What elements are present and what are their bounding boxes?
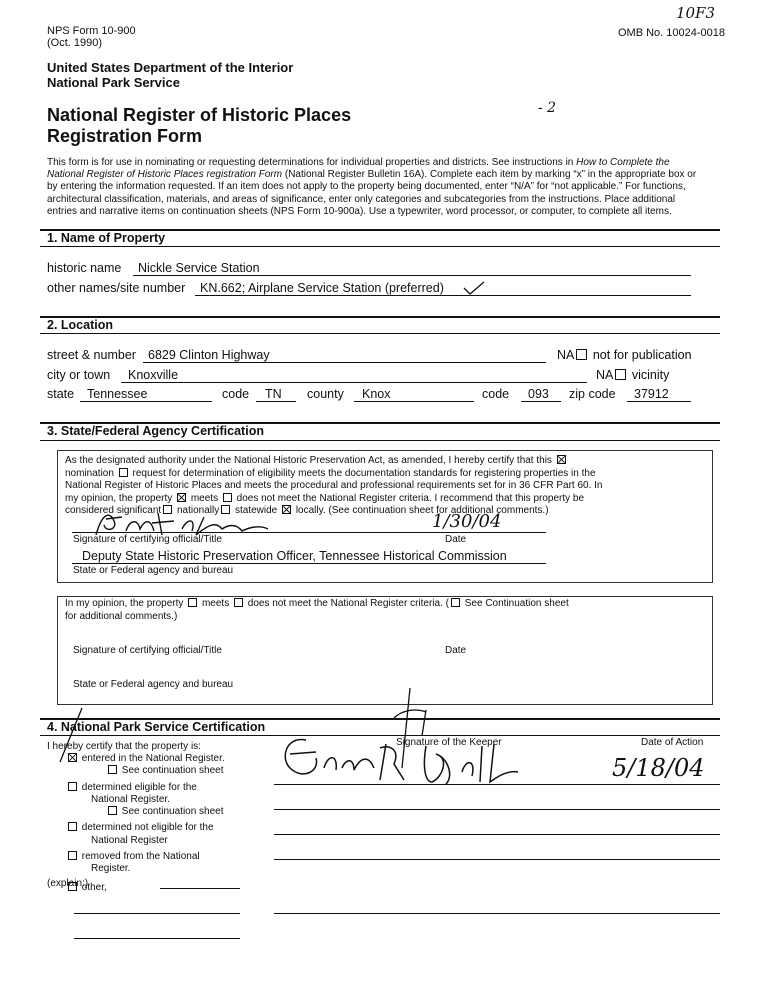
city-value[interactable]: Knoxville xyxy=(128,368,179,382)
checkbox-checked-icon[interactable] xyxy=(177,493,186,502)
zip-label: zip code xyxy=(569,387,616,401)
field-line xyxy=(72,563,546,564)
checkbox-icon[interactable] xyxy=(234,598,243,607)
checkbox-icon[interactable] xyxy=(221,505,230,514)
section-underline xyxy=(40,735,720,736)
field-line xyxy=(256,401,296,402)
agency-label: State or Federal agency and bureau xyxy=(73,679,234,690)
section-underline xyxy=(40,440,720,441)
explain-line xyxy=(274,913,720,914)
field-line xyxy=(133,275,691,276)
state-code-label: code xyxy=(222,387,250,401)
field-line xyxy=(80,401,212,402)
federal-comment-text: In my opinion, the property meets does not meet the National Register criteria. ( See Continuation sheet for additional comments.) xyxy=(65,598,569,622)
zip-value[interactable]: 37912 xyxy=(634,387,669,401)
date-label: Date xyxy=(445,534,467,545)
handwritten-page-note: 10F3 xyxy=(676,4,716,22)
state-label: state xyxy=(47,387,75,401)
section-underline xyxy=(40,333,720,334)
explain-line xyxy=(74,913,240,914)
county-value[interactable]: Knox xyxy=(362,387,391,401)
section-underline xyxy=(40,246,720,247)
form-title-line2: Registration Form xyxy=(47,126,203,146)
checkbox-icon[interactable] xyxy=(163,505,172,514)
other-names-value[interactable]: KN.662; Airplane Service Station (preferred) xyxy=(200,281,444,295)
county-code-label: code xyxy=(482,387,510,401)
section4-heading: 4. National Park Service Certification xyxy=(47,720,266,734)
checkbox-icon xyxy=(615,369,626,380)
form-number: NPS Form 10-900 xyxy=(47,25,136,37)
city-label: city or town xyxy=(47,368,111,382)
signature-line xyxy=(274,859,720,860)
checkbox-icon[interactable] xyxy=(68,782,77,791)
field-line xyxy=(143,362,546,363)
signature-line xyxy=(72,532,546,533)
not-for-publication[interactable]: NA not for publication xyxy=(557,348,692,362)
historic-name-value[interactable]: Nickle Service Station xyxy=(138,261,260,275)
explain-line xyxy=(74,938,240,939)
field-line xyxy=(354,401,474,402)
field-line xyxy=(121,382,587,383)
vicinity[interactable]: NA vicinity xyxy=(596,368,670,382)
signature-line xyxy=(274,834,720,835)
instructions-paragraph: This form is for use in nominating or requesting determinations for individual properties and districts. See instructions in How to Complete the National Register of Historic Places registration Form (National Register Bulletin 16A). Complete each item by marking “x” in the appropriate box or by entering the information requested. If an item does not apply to the property being documented, enter “N/A” for “not applicable.” For functions, architectural classification, materials, and areas of significance, enter only categories and subcategories from the instructions. Place additional entries and narrative items on continuation sheets (NPS Form 10-900a). Use a typewriter, word processor, or computer, to complete all items. xyxy=(47,157,697,217)
checkbox-icon[interactable] xyxy=(108,806,117,815)
department: United States Department of the Interior xyxy=(47,60,294,75)
official-title-value: Deputy State Historic Preservation Officer, Tennessee Historical Commission xyxy=(82,549,507,563)
section1-heading: 1. Name of Property xyxy=(47,231,166,245)
checkbox-checked-icon[interactable] xyxy=(557,455,566,464)
handwritten-mark: - 2 xyxy=(538,100,557,116)
signature-label: Signature of certifying official/Title xyxy=(73,645,222,656)
keeper-signature-label: Signature of the Keeper xyxy=(396,737,502,748)
state-code-value[interactable]: TN xyxy=(265,387,282,401)
street-label: street & number xyxy=(47,348,136,362)
form-date: (Oct. 1990) xyxy=(47,37,103,49)
state-certification-text: As the designated authority under the National Historic Preservation Act, as amended, I hereby certify that this nomination request for determination of eligibility meets the documentation standards for registering properties in the National Register of Historic Places and meets the procedural and professional requirements set for in 36 CFR Part 60. In my opinion, the property meets does not meet the National Register criteria. I recommend that this property be considered significant nationally statewide locally. (See continuation sheet for additional comments.) xyxy=(65,455,603,516)
service: National Park Service xyxy=(47,75,180,90)
checkbox-icon[interactable] xyxy=(68,851,77,860)
checkbox-checked-icon[interactable] xyxy=(68,753,77,762)
agency-label: State or Federal agency and bureau xyxy=(73,565,234,576)
county-code-value[interactable]: 093 xyxy=(528,387,549,401)
checkbox-icon[interactable] xyxy=(119,468,128,477)
other-names-label: other names/site number xyxy=(47,281,186,295)
checkbox-icon[interactable] xyxy=(108,765,117,774)
checkbox-checked-icon[interactable] xyxy=(282,505,291,514)
checkbox-icon[interactable] xyxy=(223,493,232,502)
action-date-value: 5/18/04 xyxy=(612,754,705,782)
explain-label: (explain:) xyxy=(47,878,89,889)
historic-name-label: historic name xyxy=(47,261,122,275)
field-line xyxy=(627,401,691,402)
county-label: county xyxy=(307,387,344,401)
field-line xyxy=(195,295,691,296)
checkbox-icon[interactable] xyxy=(451,598,460,607)
state-signature-date: 1/30/04 xyxy=(432,511,502,532)
form-title-line1: National Register of Historic Places xyxy=(47,105,352,125)
section2-heading: 2. Location xyxy=(47,318,113,332)
nps-options: entered in the National Register. See continuation sheet determined eligible for the National Register. See continuation sheet determined not eligible for the National Register removed from the National Register. other, xyxy=(66,753,225,894)
state-value[interactable]: Tennessee xyxy=(87,387,148,401)
certify-statement: I hereby certify that the property is: xyxy=(47,741,201,752)
checkbox-icon xyxy=(576,349,587,360)
field-line xyxy=(521,401,561,402)
date-of-action-label: Date of Action xyxy=(641,737,704,748)
section3-heading: 3. State/Federal Agency Certification xyxy=(47,424,264,438)
omb-number: OMB No. 10024-0018 xyxy=(618,27,726,39)
street-value[interactable]: 6829 Clinton Highway xyxy=(148,348,270,362)
signature-line xyxy=(274,809,720,810)
section-divider xyxy=(40,316,720,318)
checkbox-icon[interactable] xyxy=(188,598,197,607)
signature-line xyxy=(274,784,720,785)
explain-line xyxy=(160,888,240,889)
checkmark-icon xyxy=(462,280,486,296)
checkbox-icon[interactable] xyxy=(68,822,77,831)
signature-label: Signature of certifying official/Title xyxy=(73,534,222,545)
date-label: Date xyxy=(445,645,467,656)
